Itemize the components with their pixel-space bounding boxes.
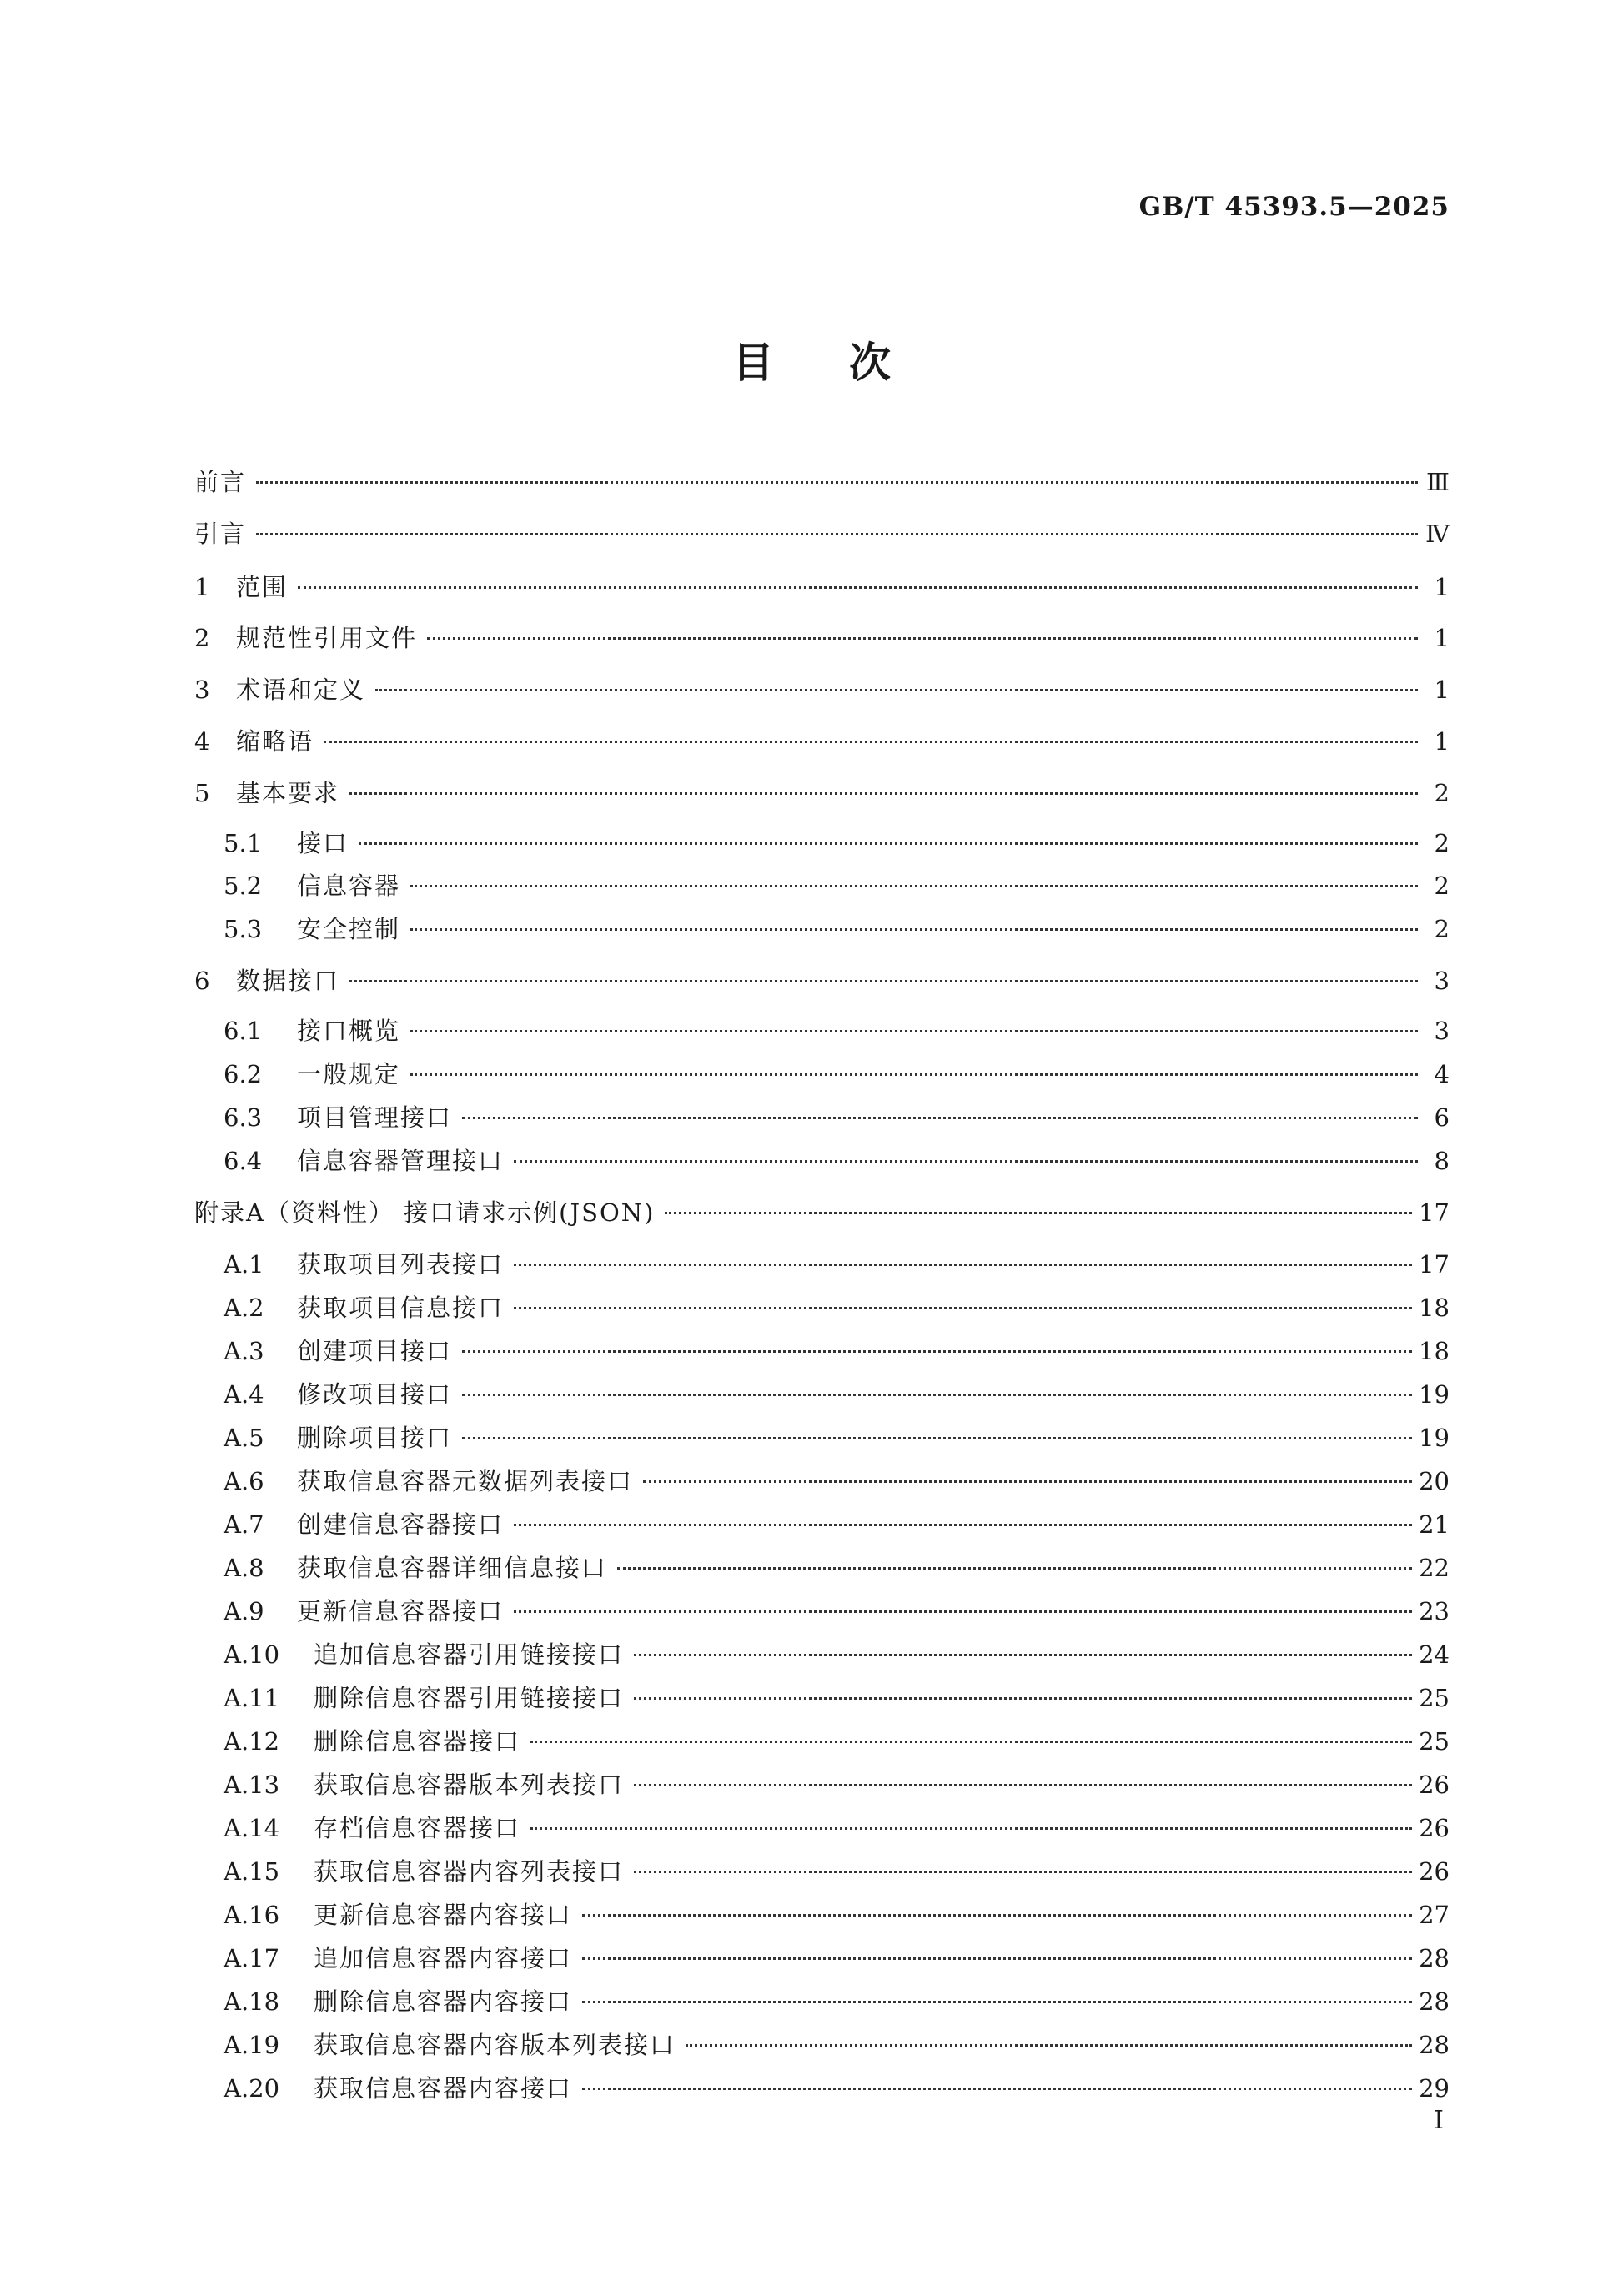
dot-leader	[349, 980, 1418, 982]
toc-entry-number: A.10	[224, 1640, 280, 1669]
toc-entry[interactable]	[194, 570, 1450, 604]
toc-entry-title: 前言	[194, 468, 247, 496]
toc-entry-number: A.6	[224, 1467, 264, 1495]
toc-entry-number: A.12	[224, 1727, 280, 1756]
toc-entry-page: 26	[1419, 1814, 1450, 1842]
page-number: I	[1434, 2106, 1444, 2135]
toc-entry[interactable]	[194, 1681, 1450, 1715]
dot-leader	[462, 1117, 1418, 1119]
title-char-1: 目	[732, 338, 774, 387]
toc-entry-number: A.16	[224, 1901, 280, 1929]
dot-leader	[582, 1957, 1412, 1960]
toc-entry-number: 5	[194, 779, 210, 807]
dot-leader	[410, 1073, 1418, 1076]
toc-entry-page: 28	[1419, 1944, 1450, 1972]
dot-leader	[410, 885, 1418, 887]
dot-leader	[634, 1654, 1412, 1656]
toc-entry-title: 接口	[297, 829, 349, 857]
dot-leader	[462, 1394, 1412, 1396]
toc-entry-page: 24	[1419, 1640, 1450, 1669]
dot-leader	[634, 1784, 1412, 1786]
toc-entry-page: 6	[1434, 1103, 1450, 1132]
toc-entry-number: 4	[194, 727, 210, 756]
toc-entry-number: 1	[194, 573, 210, 601]
dot-leader	[256, 533, 1418, 535]
toc-entry[interactable]	[194, 1508, 1450, 1541]
toc-entry-page: 1	[1434, 624, 1450, 652]
toc-entry-page: 25	[1419, 1727, 1450, 1756]
toc-entry-page: 2	[1434, 915, 1450, 943]
toc-entry[interactable]	[194, 1595, 1450, 1628]
toc-entry[interactable]	[194, 2028, 1450, 2062]
toc-entry-title: 信息容器	[297, 872, 401, 900]
toc-entry-title: 附录A（资料性） 接口请求示例(JSON)	[194, 1198, 656, 1227]
toc-entry[interactable]	[194, 1638, 1450, 1671]
toc-entry-title: 删除信息容器接口	[314, 1727, 521, 1756]
toc-entry-title: 更新信息容器接口	[297, 1597, 505, 1625]
toc-entry-number: 6.2	[224, 1060, 263, 1088]
toc-entry-number: A.17	[224, 1944, 280, 1972]
toc-entry-number: 2	[194, 624, 210, 652]
toc-entry-title: 一般规定	[297, 1060, 401, 1088]
toc-entry-title: 获取信息容器版本列表接口	[314, 1771, 625, 1799]
toc-entry[interactable]	[194, 869, 1450, 902]
toc-entry-title: 创建项目接口	[297, 1337, 453, 1365]
toc-entry-title: 引言	[194, 520, 247, 548]
toc-entry[interactable]	[194, 1058, 1450, 1091]
toc-entry[interactable]	[194, 1985, 1450, 2018]
toc-entry-page: 18	[1419, 1294, 1450, 1322]
toc-entry[interactable]	[194, 673, 1450, 706]
toc-entry-page: 23	[1419, 1597, 1450, 1625]
toc-entry[interactable]	[194, 964, 1450, 997]
toc-entry[interactable]	[194, 1942, 1450, 1975]
dot-leader	[514, 1610, 1412, 1613]
toc-entry-page: 2	[1434, 872, 1450, 900]
dot-leader	[582, 2088, 1412, 2090]
toc-entry-number: A.14	[224, 1814, 280, 1842]
dot-leader	[410, 928, 1418, 931]
toc-entry-number: 5.3	[224, 915, 263, 943]
toc-entry[interactable]	[194, 2072, 1450, 2105]
dot-leader	[256, 481, 1418, 484]
dot-leader	[530, 1827, 1412, 1830]
toc-entry-number: A.3	[224, 1337, 264, 1365]
toc-entry[interactable]	[194, 621, 1450, 655]
dot-leader	[643, 1480, 1412, 1483]
toc-entry-title: 删除信息容器引用链接接口	[314, 1684, 625, 1712]
dot-leader	[634, 1871, 1412, 1873]
toc-entry-page: Ⅳ	[1425, 520, 1450, 548]
toc-entry[interactable]	[194, 1378, 1450, 1411]
toc-entry[interactable]	[194, 1144, 1450, 1178]
toc-entry-page: 3	[1434, 1017, 1450, 1045]
toc-entry-page: 1	[1434, 573, 1450, 601]
toc-entry[interactable]	[194, 1768, 1450, 1801]
toc-entry-page: 17	[1419, 1198, 1450, 1227]
toc-entry-page: 18	[1419, 1337, 1450, 1365]
dot-leader	[514, 1307, 1412, 1309]
toc-entry[interactable]	[194, 1855, 1450, 1888]
toc-entry[interactable]	[194, 1811, 1450, 1845]
toc-entry-title: 追加信息容器内容接口	[314, 1944, 573, 1972]
toc-entry-title: 项目管理接口	[297, 1103, 453, 1132]
toc-entry-number: A.2	[224, 1294, 264, 1322]
toc-entry-title: 获取信息容器内容列表接口	[314, 1857, 625, 1886]
dot-leader	[462, 1350, 1412, 1353]
toc-entry[interactable]	[194, 1101, 1450, 1134]
dot-leader	[582, 1914, 1412, 1917]
dot-leader	[686, 2044, 1412, 2047]
toc-entry-page: 20	[1419, 1467, 1450, 1495]
title-char-2: 次	[849, 338, 891, 387]
dot-leader	[324, 741, 1418, 743]
toc-entry[interactable]	[194, 826, 1450, 860]
dot-leader	[514, 1264, 1412, 1266]
toc-entry-number: 6	[194, 967, 210, 995]
toc-entry-number: A.8	[224, 1554, 264, 1582]
dot-leader	[375, 689, 1418, 691]
toc-entry-page: 21	[1419, 1510, 1450, 1539]
toc-entry-page: 28	[1419, 2031, 1450, 2059]
dot-leader	[298, 586, 1418, 589]
dot-leader	[514, 1524, 1412, 1526]
toc-entry-title: 存档信息容器接口	[314, 1814, 521, 1842]
toc-entry-number: A.11	[224, 1684, 280, 1712]
toc-entry-title: 数据接口	[236, 967, 340, 995]
dot-leader	[634, 1697, 1412, 1700]
toc-entry-number: A.18	[224, 1987, 280, 2016]
toc-entry-page: 2	[1434, 779, 1450, 807]
page-title	[0, 329, 1623, 389]
dot-leader	[530, 1741, 1412, 1743]
toc-entry-number: A.15	[224, 1857, 280, 1886]
toc-entry-number: A.20	[224, 2074, 280, 2103]
dot-leader	[514, 1160, 1418, 1163]
toc-entry-page: 29	[1419, 2074, 1450, 2103]
toc-entry-number: 5.2	[224, 872, 263, 900]
toc-entry-title: 删除项目接口	[297, 1424, 453, 1452]
toc-entry-title: 更新信息容器内容接口	[314, 1901, 573, 1929]
toc-entry-page: 28	[1419, 1987, 1450, 2016]
toc-entry[interactable]	[194, 1551, 1450, 1585]
toc-entry-title: 追加信息容器引用链接接口	[314, 1640, 625, 1669]
toc-entry[interactable]	[194, 1196, 1450, 1229]
toc-entry-page: 1	[1434, 727, 1450, 756]
toc-entry-title: 基本要求	[236, 779, 340, 807]
toc-entry-title: 获取信息容器元数据列表接口	[297, 1467, 634, 1495]
toc-entry[interactable]	[194, 725, 1450, 758]
toc-entry[interactable]	[194, 1291, 1450, 1324]
dot-leader	[427, 637, 1418, 640]
toc-entry-page: 4	[1434, 1060, 1450, 1088]
toc-entry-title: 修改项目接口	[297, 1380, 453, 1409]
toc-entry-title: 接口概览	[297, 1017, 401, 1045]
toc-entry[interactable]	[194, 1421, 1450, 1454]
dot-leader	[462, 1437, 1412, 1439]
dot-leader	[582, 2001, 1412, 2003]
toc-entry-page: 2	[1434, 829, 1450, 857]
toc-entry[interactable]	[194, 1465, 1450, 1498]
toc-entry-page: 3	[1434, 967, 1450, 995]
toc-entry-page: 19	[1419, 1380, 1450, 1409]
toc-entry[interactable]	[194, 465, 1450, 499]
toc-entry[interactable]	[194, 776, 1450, 810]
toc-entry-number: A.1	[224, 1250, 264, 1279]
toc-entry-page: 25	[1419, 1684, 1450, 1712]
dot-leader	[617, 1567, 1412, 1570]
toc-entry-number: 3	[194, 676, 210, 704]
toc-entry-page: 22	[1419, 1554, 1450, 1582]
toc-entry[interactable]	[194, 1898, 1450, 1932]
toc-entry-number: A.7	[224, 1510, 264, 1539]
toc-entry-number: A.5	[224, 1424, 264, 1452]
toc-entry-number: A.4	[224, 1380, 264, 1409]
standard-number: GB/T 45393.5—2025	[1138, 192, 1450, 222]
toc-entry[interactable]	[194, 1725, 1450, 1758]
toc-entry-number: A.19	[224, 2031, 280, 2059]
toc-entry[interactable]	[194, 1014, 1450, 1048]
toc-entry-number: 6.4	[224, 1147, 263, 1175]
toc-entry-title: 术语和定义	[236, 676, 366, 704]
toc-entry-title: 安全控制	[297, 915, 401, 943]
toc-entry[interactable]	[194, 517, 1450, 550]
toc-entry-number: 6.3	[224, 1103, 263, 1132]
toc-entry-number: A.13	[224, 1771, 280, 1799]
toc-entry-title: 信息容器管理接口	[297, 1147, 505, 1175]
dot-leader	[665, 1212, 1412, 1214]
toc-entry-page: 19	[1419, 1424, 1450, 1452]
toc-entry-page: 17	[1419, 1250, 1450, 1279]
toc-entry[interactable]	[194, 912, 1450, 946]
toc-entry-title: 获取信息容器详细信息接口	[297, 1554, 608, 1582]
toc-entry-page: 8	[1434, 1147, 1450, 1175]
toc-entry-number: 6.1	[224, 1017, 263, 1045]
toc-entry-title: 获取项目信息接口	[297, 1294, 505, 1322]
toc-entry-title: 范围	[236, 573, 289, 601]
toc-entry-title: 规范性引用文件	[236, 624, 418, 652]
toc-entry-page: Ⅲ	[1426, 468, 1450, 496]
dot-leader	[349, 792, 1418, 795]
toc-entry-title: 删除信息容器内容接口	[314, 1987, 573, 2016]
toc-entry-page: 26	[1419, 1857, 1450, 1886]
toc-entry-title: 获取信息容器内容版本列表接口	[314, 2031, 676, 2059]
toc-entry-page: 26	[1419, 1771, 1450, 1799]
toc-entry-number: A.9	[224, 1597, 264, 1625]
toc-entry[interactable]	[194, 1248, 1450, 1281]
dot-leader	[359, 842, 1418, 845]
toc-entry-number: 5.1	[224, 829, 263, 857]
toc-entry-title: 创建信息容器接口	[297, 1510, 505, 1539]
toc-entry-title: 缩略语	[236, 727, 314, 756]
toc-entry-page: 1	[1434, 676, 1450, 704]
toc-entry-title: 获取项目列表接口	[297, 1250, 505, 1279]
dot-leader	[410, 1030, 1418, 1032]
toc-entry-page: 27	[1419, 1901, 1450, 1929]
toc-entry-title: 获取信息容器内容接口	[314, 2074, 573, 2103]
toc-entry[interactable]	[194, 1334, 1450, 1368]
